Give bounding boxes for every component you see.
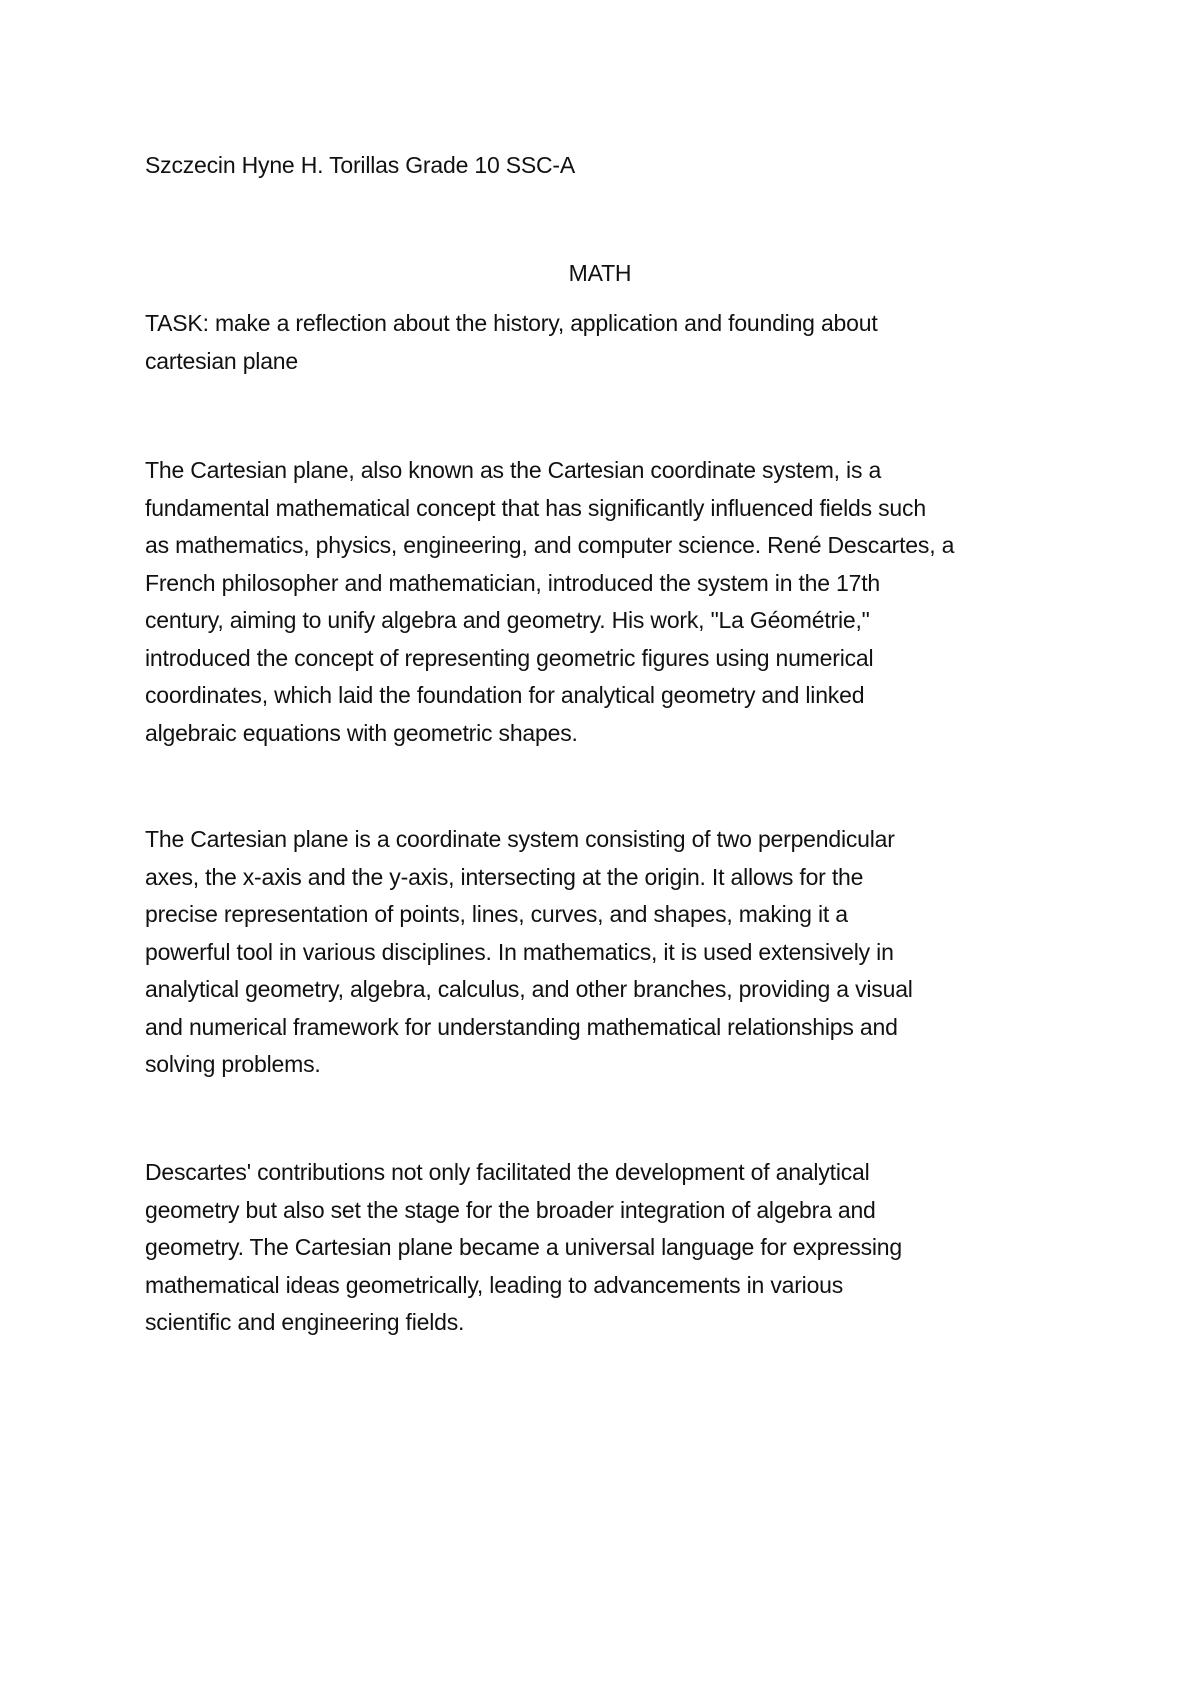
paragraph-line: geometry. The Cartesian plane became a universal language for expressing xyxy=(145,1234,902,1260)
paragraph-line: analytical geometry, algebra, calculus, and other branches, providing a visual xyxy=(145,976,913,1002)
paragraph-line: mathematical ideas geometrically, leading to advancements in various xyxy=(145,1271,844,1298)
paragraph-line: as mathematics, physics, engineering, and computer science. René Descartes, a xyxy=(145,532,955,558)
header-text: Szczecin Hyne H. Torillas Grade 10 SSC-A xyxy=(145,152,576,178)
paragraph-line: coordinates, which laid the foundation for analytical geometry and linked xyxy=(145,682,865,708)
task-statement xyxy=(145,305,1065,380)
paragraph-line: geometry but also set the stage for the broader integration of algebra and xyxy=(145,1196,876,1223)
paragraph-line: axes, the x-axis and the y-axis, intersecting at the origin. It allows for the xyxy=(145,863,864,890)
paragraph-line: powerful tool in various disciplines. In mathematics, it is used extensively in xyxy=(145,938,894,965)
task-line: TASK: make a reflection about the history, application and founding about xyxy=(145,310,878,336)
paragraph-line: century, aiming to unify algebra and geometry. His work, "La Géométrie," xyxy=(145,607,870,633)
student-header xyxy=(145,147,1065,185)
paragraph-line: The Cartesian plane is a coordinate system consisting of two perpendicular xyxy=(145,826,895,852)
task-line: cartesian plane xyxy=(145,347,298,374)
paragraph-line: algebraic equations with geometric shapes. xyxy=(145,719,578,746)
paragraph-line: and numerical framework for understanding mathematical relationships and xyxy=(145,1013,898,1040)
paragraph-founding xyxy=(145,1154,1065,1342)
subject-title: MATH xyxy=(568,260,632,286)
paragraph-history xyxy=(145,452,1065,752)
paragraph-line: Descartes' contributions not only facilitated the development of analytical xyxy=(145,1159,870,1185)
paragraph-line: fundamental mathematical concept that has significantly influenced fields such xyxy=(145,494,926,521)
paragraph-line: The Cartesian plane, also known as the Cartesian coordinate system, is a xyxy=(145,457,882,483)
paragraph-line: precise representation of points, lines, curves, and shapes, making it a xyxy=(145,901,848,927)
paragraph-line: introduced the concept of representing geometric figures using numerical xyxy=(145,644,874,671)
paragraph-line: solving problems. xyxy=(145,1051,321,1077)
paragraph-application xyxy=(145,821,1065,1084)
paragraph-line: French philosopher and mathematician, introduced the system in the 17th xyxy=(145,569,881,596)
paragraph-line: scientific and engineering fields. xyxy=(145,1309,465,1335)
